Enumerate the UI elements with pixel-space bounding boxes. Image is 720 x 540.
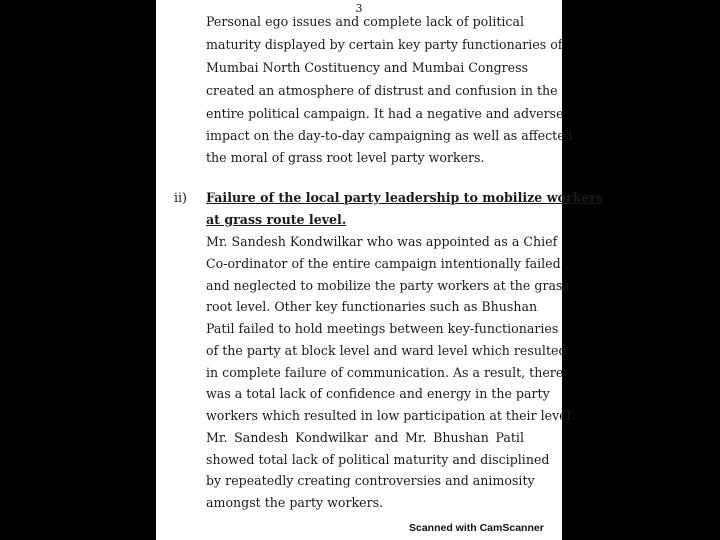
text-line: Patil failed to hold meetings between key-functionaries	[206, 321, 559, 336]
text-line: and neglected to mobilize the party workers at the grass	[206, 278, 569, 293]
section-heading-line: Failure of the local party leadership to mobilize workers	[206, 190, 604, 205]
text-line: Personal ego issues and complete lack of political	[206, 14, 524, 29]
text-line: Co-ordinator of the entire campaign intentionally failed	[206, 256, 561, 271]
text-line: maturity displayed by certain key party functionaries of	[206, 37, 563, 52]
text-line: Mr. Sandesh Kondwilkar and Mr. Bhushan Patil	[206, 430, 524, 445]
text-line: amongst the party workers.	[206, 495, 384, 510]
text-line: Mumbai North Costituency and Mumbai Congress	[206, 60, 529, 75]
section-heading-line: at grass route level.	[206, 212, 347, 227]
text-line: was a total lack of confidence and energy in the party	[206, 386, 550, 401]
text-line: impact on the day-to-day campaigning as well as affected	[206, 128, 573, 143]
text-line: the moral of grass root level party workers.	[206, 150, 485, 165]
section-number: ii)	[174, 190, 187, 205]
text-line: by repeatedly creating controversies and animosity	[206, 473, 535, 488]
text-line: of the party at block level and ward level which resulted	[206, 343, 567, 358]
text-line: in complete failure of communication. As a result, there	[206, 365, 564, 380]
text-line: Mr. Sandesh Kondwilkar who was appointed as a Chief	[206, 234, 558, 249]
text-line: entire political campaign. It had a negative and adverse	[206, 106, 564, 121]
text-line: showed total lack of political maturity and disciplined	[206, 452, 550, 467]
page-number: 3	[355, 2, 363, 15]
document-page	[156, 0, 604, 540]
text-line: root level. Other key functionaries such as Bhushan	[206, 299, 538, 314]
camscanner-watermark: Scanned with CamScanner	[409, 522, 544, 534]
text-line: created an atmosphere of distrust and confusion in the	[206, 83, 558, 98]
text-line: workers which resulted in low participation at their level.	[206, 408, 575, 423]
